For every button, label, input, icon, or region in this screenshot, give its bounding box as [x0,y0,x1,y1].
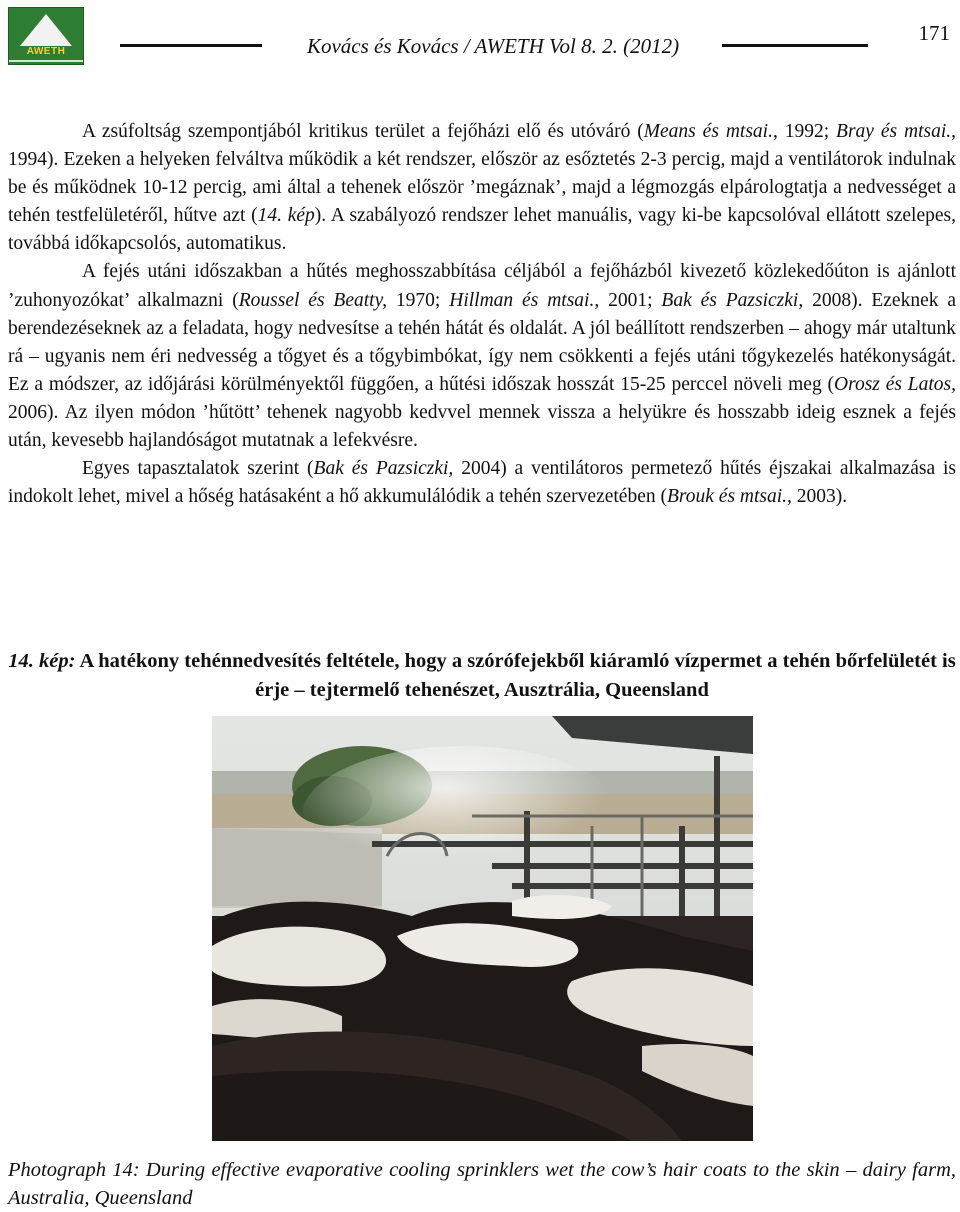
journal-logo [8,7,84,65]
paragraph [8,118,956,258]
paragraph-text: , 2001; [594,289,662,311]
citation-text: 14. kép [257,205,315,227]
body-text [8,118,956,511]
citation-text: Means és mtsai. [643,121,773,142]
figure-caption-en: Photograph 14: During effective evaporative cooling sprinklers wet the cow’s hair coats to the skin – dairy farm, Australia, Queensland [8,1159,956,1209]
citation-text: Roussel és Beatty, [238,289,388,311]
citation-text: Bray és mtsai. [836,121,952,142]
photo-illustration [212,716,753,1141]
paragraph-text: 2006). Az ilyen módon ’hűtött’ tehenek nagyobb kedvvel mennek vissza a helyükre és hosszabb ideig esznek a fejés után, kevesebb hajlandóságot mutatnak a lefekvésre. [8,401,956,452]
paragraph-text: 2003). [791,486,848,508]
paragraph-text: Egyes tapasztalatok szerint ( [82,458,314,480]
paragraph-text: 1970; [387,289,450,311]
paragraph-text: , 1992; [772,121,837,142]
paragraph-text: , 1994). Ezeken a helyeken felváltva működik a két rendszer, először az esőztetés 2-3 percig, majd a ventilátorok indulnak be és működnek 10-12 percig, ami által a tehenek először ’megáznak’, majd a légmozgás elpárologtatja a nedvességet a tehén testfelületéről, hűtve azt ( [8,121,957,227]
header-rule-right [722,44,868,47]
paragraph [8,258,956,455]
logo-text: AWETH [26,46,66,57]
paragraph-text: ). A szabályozó rendszer lehet manuális, vagy ki-be kapcsolóval ellátott szelepes, továbbá időkapcsolós, automatikus. [8,205,956,255]
page-number: 171 [918,21,950,45]
paragraph-text: 2008). Ezeknek a berendezéseknek az a feladata, hogy nedvesítse a tehén hátát és oldalát. A jól beállított rendszerben – ahogy már utaltunk rá – ugyanis nem éri nedvesség a tőgyet és a tőgybimbókat, így nem csökkenti a fejés utáni tőgykezelés hatékonyságát. Ez a módszer, az időjárási körülményektől függően, a hűtési időszak hosszát 15-25 perccel növeli meg ( [8,289,957,395]
logo-strip [9,60,83,62]
figure-title [8,647,956,704]
running-title: Kovács és Kovács / AWETH Vol 8. 2. (2012) [306,34,680,58]
citation-text: Bak és Pazsiczki, [661,289,804,311]
paragraph [8,455,956,511]
figure-label: 14. kép: [8,650,76,672]
citation-text: Hillman és mtsai. [449,289,595,311]
citation-text: Brouk és mtsai., [666,486,792,508]
citation-text: Orosz és Latos, [834,373,956,395]
paragraph-text: 2004) a ventilátoros permetező hűtés éjszakai alkalmazása is indokolt lehet, mivel a hőség hatásaként a hő akkumulálódik a tehén szervezetében ( [8,458,956,508]
figure-title-text: A hatékony tehénnedvesítés feltétele, hogy a szórófejekből kiáramló vízpermet a tehén bőrfelületét is érje – tejtermelő tehenészet, Ausztrália, Queensland [79,650,956,701]
logo-triangle-icon [20,14,72,46]
citation-text: Bak és Pazsiczki, [313,458,454,480]
header-rule-left [120,44,262,47]
photograph-cows-sprinkler [212,716,753,1141]
paragraph-text: A fejés utáni időszakban a hűtés meghosszabbítása céljából a fejőházból kivezető közlekedőúton is ajánlott ’zuhonyozókat’ alkalmazni ( [8,261,956,311]
paragraph-text: A zsúfoltság szempontjából kritikus terület a fejőházi elő és utóváró ( [82,121,644,142]
